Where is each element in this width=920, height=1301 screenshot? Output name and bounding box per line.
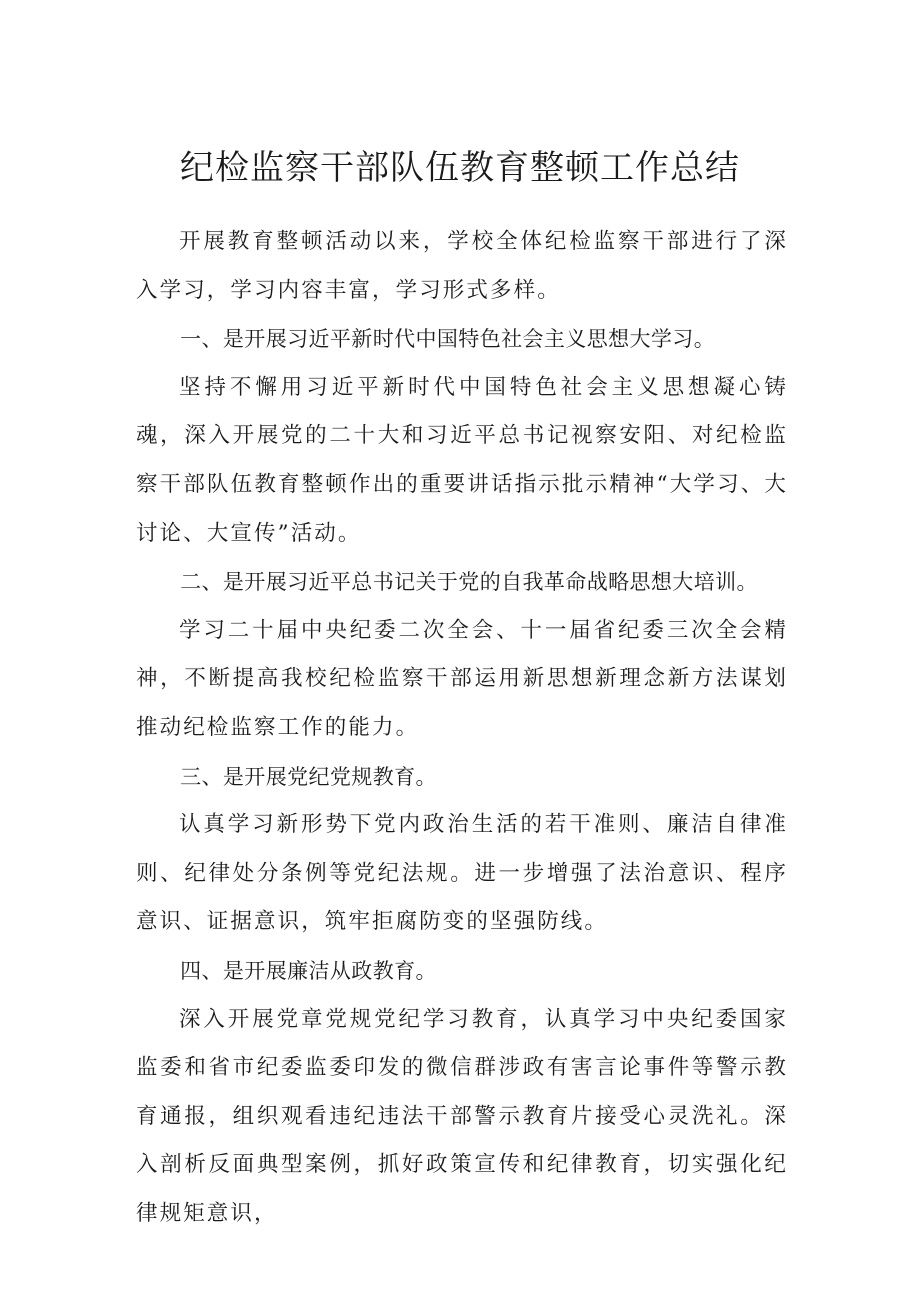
section-heading-1: 一、是开展习近平新时代中国特色社会主义思想大学习。 xyxy=(180,327,716,352)
section-body-1: 坚持不懈用习近平新时代中国特色社会主义思想凝心铸魂，深入开展党的二十大和习近平总书记视察安阳、对纪检监察干部队伍教育整顿作出的重要讲话指示批示精神“大学习、大讨论、大宣传”活动。 xyxy=(136,374,788,546)
section-body-2: 学习二十届中央纪委二次全会、十一届省纪委三次全会精神，不断提高我校纪检监察干部运用新思想新理念新方法谋划推动纪检监察工作的能力。 xyxy=(136,617,788,740)
document-title: 纪检监察干部队伍教育整顿工作总结 xyxy=(180,148,740,188)
section-body-3: 认真学习新形势下党内政治生活的若干准则、廉洁自律准则、纪律处分条例等党纪法规。进一步增强了法治意识、程序意识、证据意识，筑牢拒腐防变的坚强防线。 xyxy=(136,812,788,935)
section-body-4: 深入开展党章党规党纪学习教育，认真学习中央纪委国家监委和省市纪委监委印发的微信群涉政有害言论事件等警示教育通报，组织观看违纪违法干部警示教育片接受心灵洗礼。深入剖析反面典型案例，抓好政策宣传和纪律教育，切实强化纪律规矩意识， xyxy=(136,1006,788,1226)
intro-paragraph: 开展教育整顿活动以来，学校全体纪检监察干部进行了深入学习，学习内容丰富，学习形式多样。 xyxy=(136,229,788,303)
section-heading-4: 四、是开展廉洁从政教育。 xyxy=(180,958,437,983)
section-heading-3: 三、是开展党纪党规教育。 xyxy=(180,764,437,789)
document-body xyxy=(136,218,788,1238)
section-heading-2: 二、是开展习近平总书记关于党的自我革命战略思想大培训。 xyxy=(180,570,758,595)
